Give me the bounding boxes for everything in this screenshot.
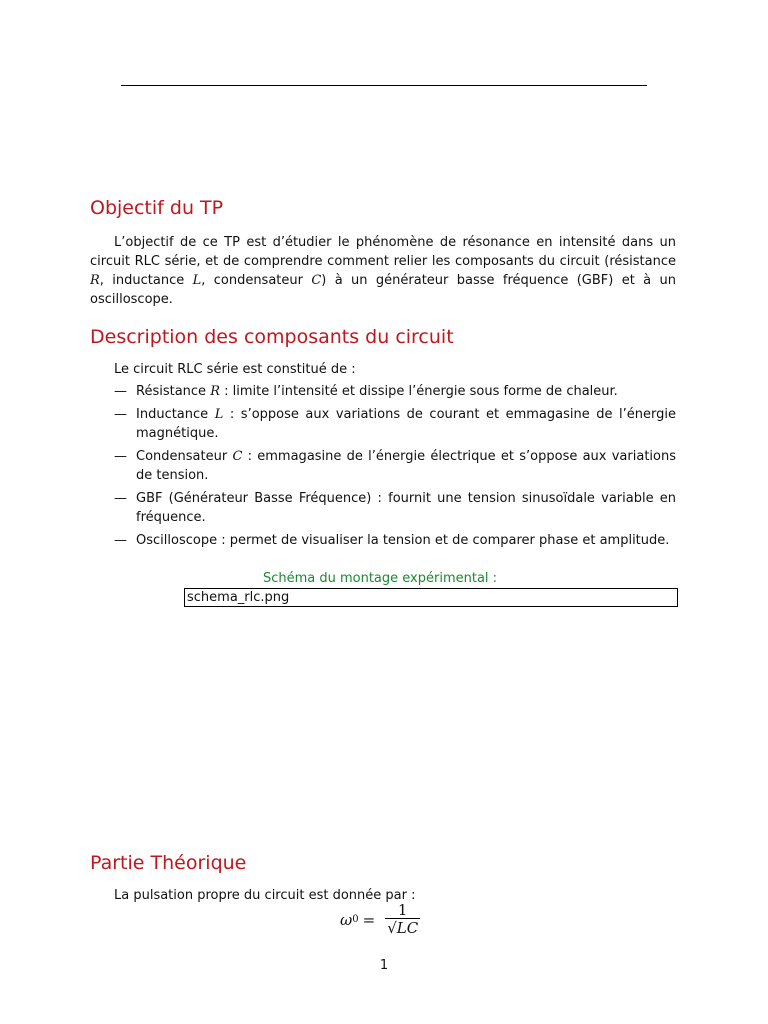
list-item: — Inductance L : s’oppose aux variations de courant et emmagasine de l’énergie magnétique. bbox=[114, 407, 676, 441]
list-item: — Résistance R : limite l’intensité et dissipe l’énergie sous forme de chaleur. bbox=[114, 384, 618, 399]
component-list bbox=[114, 382, 676, 554]
theorie-intro: La pulsation propre du circuit est donnée par : bbox=[114, 888, 416, 903]
description-intro: Le circuit RLC série est constitué de : bbox=[114, 362, 356, 377]
page-number: 1 bbox=[379, 958, 389, 973]
figure-placeholder: schema_rlc.png bbox=[184, 588, 678, 607]
list-item: — Condensateur C : emmagasine de l’énergie électrique et s’oppose aux variations de tension. bbox=[114, 449, 676, 483]
header-rule bbox=[121, 85, 647, 86]
objectif-paragraph: L’objectif de ce TP est d’étudier le phénomène de résonance en intensité dans un circuit RLC série, et de comprendre comment relier les composants du circuit (résistance R, inductance L, condensateur C) à un générateur basse fréquence (GBF) et à un oscilloscope. bbox=[90, 235, 676, 307]
omega-formula: ω 0 = $\frac{1}{√LC}$ bbox=[340, 901, 419, 937]
section-title-description: Description des composants du circuit bbox=[90, 326, 454, 348]
symbol-l: L bbox=[192, 273, 202, 288]
symbol-r: R bbox=[90, 273, 100, 288]
symbol-c: C bbox=[311, 273, 322, 288]
section-title-theorie: Partie Théorique bbox=[90, 852, 247, 874]
section-title-objectif: Objectif du TP bbox=[90, 197, 224, 219]
list-item: — Oscilloscope : permet de visualiser la tension et de comparer phase et amplitude. bbox=[114, 533, 670, 548]
list-item: — GBF (Générateur Basse Fréquence) : fournit une tension sinusoïdale variable en fréquence. bbox=[114, 491, 676, 525]
figure-caption: Schéma du montage expérimental : bbox=[262, 571, 498, 586]
